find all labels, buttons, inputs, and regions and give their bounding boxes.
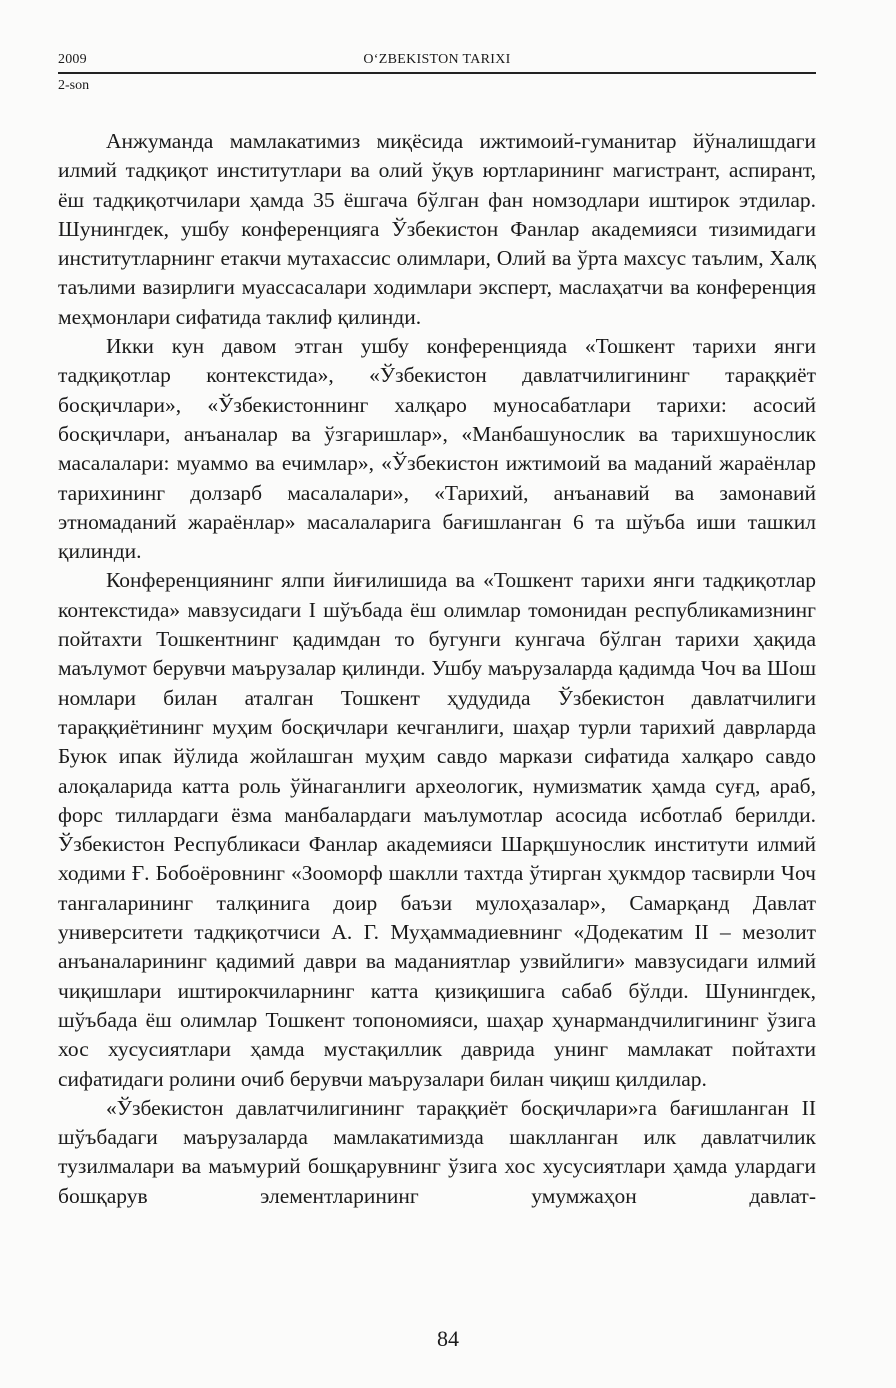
paragraph: Конференциянинг ялпи йиғилишида ва «Тошкент тарихи янги тадқиқотлар контекстида» мавзусидаги I шўъбада ёш олимлар томонидан республикамизнинг пойтахти Тошкентнинг қадимдан то бугунги кунгача бўлган тарихи ҳақида маълумот берувчи маърузалар қилинди. Ушбу маърузаларда қадимда Чоч ва Шош номлари билан аталган Тошкент ҳудудида Ўзбекистон давлатчилиги тараққиётининг муҳим босқичлари кечганлиги, шаҳар турли тарихий даврларда Буюк ипак йўлида жойлашган муҳим савдо маркази сифатида халқаро савдо алоқаларида катта роль ўйнаганлиги археологик, нумизматик ҳамда суғд, араб, форс тиллардаги ёзма манбалардаги маълумотлар асосида исботлаб берилди. Ўзбекистон Республикаси Фанлар академияси Шарқшунослик институти илмий ходими Ғ. Бобоёровнинг «Зооморф шаклли тахтда ўтирган ҳукмдор тасвирли Чоч тангаларининг талқинига доир баъзи мулоҳазалар», Самарқанд Давлат университети тадқиқотчиси А. Г. Муҳаммадиевнинг «Додекатим II – мезолит анъаналарининг қадимий даври ва маданиятлар узвийлиги» мавзусидаги илмий чиқишлари иштирокчиларнинг катта қизиқишига сабаб бўлди. Шунингдек, шўъбада ёш олимлар Тошкент топономияси, шаҳар ҳунармандчилигининг ўзига хос хусусиятлари ҳамда мустақиллик даврида унинг мамлакат пойтахти сифатидаги ролини очиб берувчи маърузалари билан чиқиш қилдилар. [58, 568, 816, 1091]
header-rule [58, 72, 816, 74]
article-body [58, 127, 816, 1211]
page-number: 84 [437, 1326, 459, 1351]
paragraph: «Ўзбекистон давлатчилигининг тараққиёт босқичлари»га бағишланган II шўъбадаги маърузаларда мамлакатимизда шаклланган илк давлатчилик тузилмалари ва маъмурий бошқарувнинг ўзига хос хусусиятлари ҳамда улардаги бошқарув элементларининг умумжаҳон давлат- [58, 1095, 816, 1208]
paragraph: Анжуманда мамлакатимиз миқёсида ижтимоий-гуманитар йўналишдаги илмий тадқиқот институтлари ва олий ўқув юртларининг магистрант, аспирант, ёш тадқиқотчилари ҳамда 35 ёшгача бўлган фан номзодлари иштирок этдилар. Шунингдек, ушбу конференцияга Ўзбекистон Фанлар академияси тизимидаги институтларнинг етакчи мутахассис олимлари, Олий ва ўрта махсус таълим, Халқ таълими вазирлиги муассасалари ходимлари эксперт, маслаҳатчи ва конференция меҳмонлари сифатида таклиф қилинди. [58, 129, 816, 329]
paragraph: Икки кун давом этган ушбу конференцияда «Тошкент тарихи янги тадқиқотлар контекстида», «Ўзбекистон давлатчилигининг тараққиёт босқичлари», «Ўзбекистоннинг халқаро муносабатлари тарихи: асосий босқичлари, анъаналар ва ўзгаришлар», «Манбашунослик ва тарихшунослик масалалари: муаммо ва ечимлар», «Ўзбекистон ижтимоий ва маданий жараёнлар тарихининг долзарб масалалари», «Тарихий, анъанавий ва замонавий этномаданий жараёнлар» масалаларига бағишланган 6 та шўъба иши ташкил қилинди. [58, 334, 816, 564]
running-head [58, 48, 816, 74]
header-issue: 2-son [58, 78, 90, 93]
journal-title: O‘ZBEKISTON TARIXI [363, 52, 511, 67]
header-year: 2009 [58, 52, 87, 67]
